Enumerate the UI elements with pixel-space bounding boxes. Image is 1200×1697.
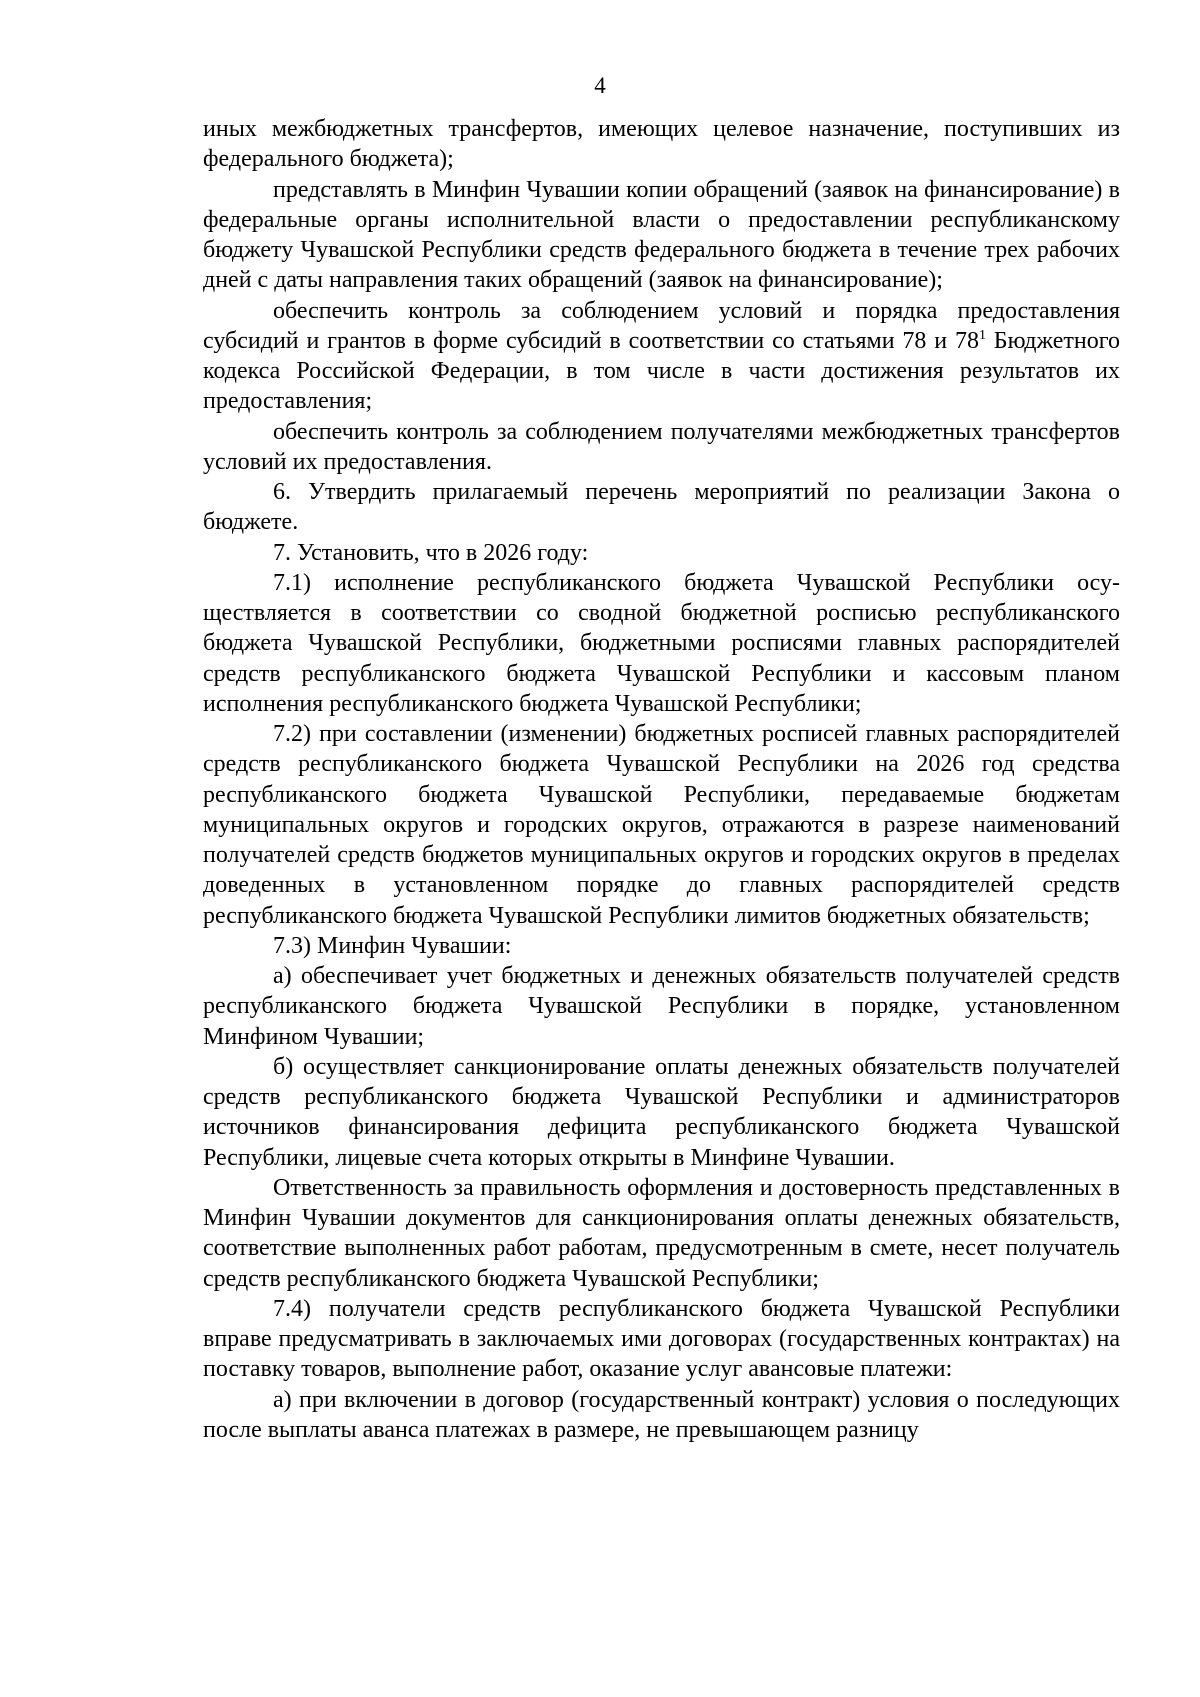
paragraph: Ответственность за правильность оформления и достоверность представленных в Минфин Чувашии документов для санкционирования оплаты денежных обязательств, соответствие выполненных работ работам, предусмотренным в смете, несет получатель средств республиканского бюджета Чувашской Республики; (203, 1174, 1120, 1292)
paragraph (203, 296, 1120, 417)
paragraph: обеспечить контроль за соблюдением получателями межбюджетных трансфертов условий их предоставления. (203, 418, 1120, 475)
paragraph-text: Бюджетного кодекса Российской Федерации, в том числе в части достижения результатов их предоставления; (203, 327, 1121, 415)
paragraph: 7.4) получатели средств республиканского бюджета Чувашской Республики вправе предусматривать в заключаемых ими договорах (государственных контрактах) на поставку товаров, выполнение работ, оказание услуг авансовые платежи: (203, 1295, 1120, 1383)
paragraph: а) при включении в договор (государственный контракт) условия о последующих после выплаты аванса платежах в размере, не превышающем разницу (203, 1386, 1120, 1443)
paragraph: 7.3) Минфин Чувашии: (273, 932, 512, 959)
page-number: 4 (594, 73, 606, 98)
paragraph: 6. Утвердить прилагаемый перечень мероприятий по реализации Закона о бюджете. (203, 479, 1120, 536)
document-body (203, 114, 1120, 1445)
paragraph: 7.2) при составлении (изменении) бюджетных росписей главных распорядителей средств республиканского бюджета Чувашской Республики на 2026 год средства республиканского бюджета Чувашской Республики, передаваемые бюджетам муниципальных округов и городских округов, отражаются в разрезе наименований получателей средств бюджетов муниципальных округов и городских округов в пределах доведенных в установленном порядке до главных распорядителей средств республиканского бюджета Чувашской Республики лимитов бюджетных обязательств; (203, 721, 1120, 929)
paragraph: представлять в Минфин Чувашии копии обращений (заявок на финансирование) в федеральные органы исполнительной власти о предоставлении республиканскому бюджету Чувашской Республики средств федерального бюджета в течение трех рабочих дней с даты направления таких обращений (заявок на финансирование); (203, 176, 1120, 294)
superscript: 1 (978, 327, 986, 343)
paragraph: б) осуществляет санкционирование оплаты денежных обязательств получателей средств республиканского бюджета Чувашской Республики и администраторов источников финансирования дефицита республиканского бюджета Чувашской Республики, лицевые счета которых открыты в Минфине Чувашии. (203, 1053, 1120, 1171)
paragraph: 7.1) исполнение республиканского бюджета Чувашской Республики осуществляется в соответствии со сводной бюджетной росписью республиканского бюджета Чувашской Республики, бюджетными росписями главных распорядителей средств республиканского бюджета Чувашской Республики и кассовым планом исполнения республиканского бюджета Чувашской Республики; (203, 569, 1120, 717)
paragraph: иных межбюджетных трансфертов, имеющих целевое назначение, поступивших из федерального бюджета); (203, 116, 1120, 173)
paragraph-text: обеспечить контроль за соблюдением условий и порядка предоставления субсидий и грантов в форме субсидий в соответствии со статьями 78 и 78 (203, 297, 1120, 354)
paragraph: 7. Установить, что в 2026 году: (273, 539, 589, 566)
paragraph: а) обеспечивает учет бюджетных и денежных обязательств получателей средств республиканского бюджета Чувашской Республики в порядке, установленном Минфином Чувашии; (203, 963, 1120, 1050)
